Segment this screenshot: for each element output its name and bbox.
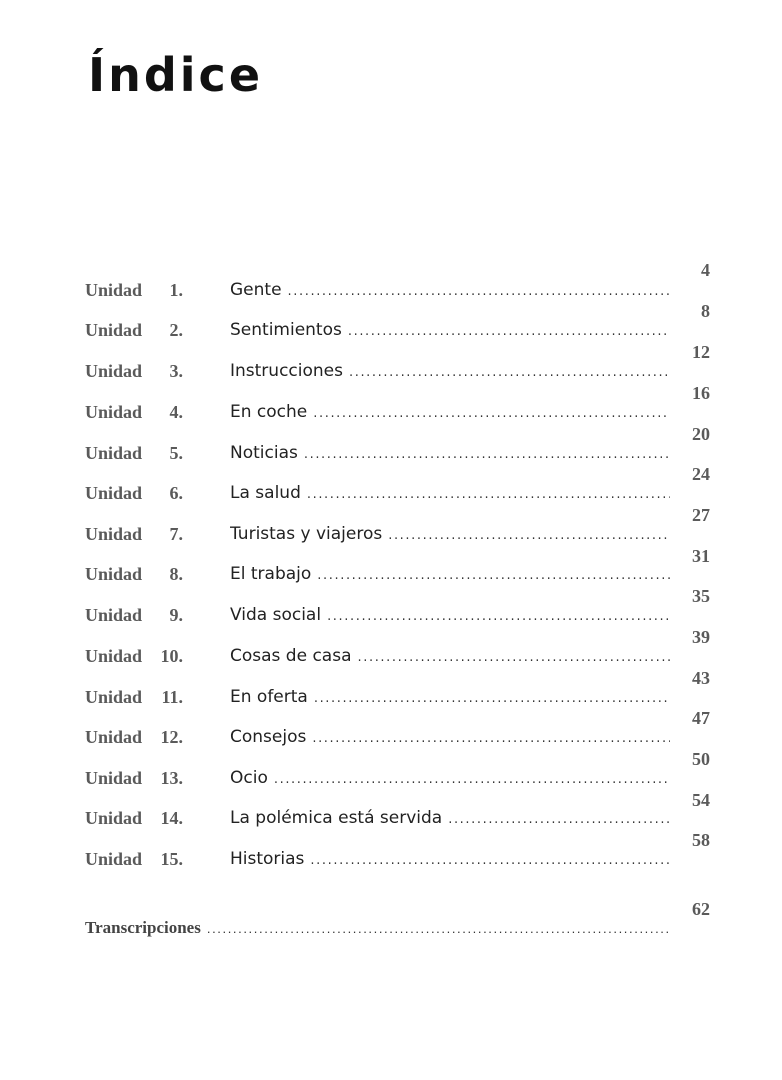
unit-number: 5. [169, 443, 183, 463]
toc-row-unit-5[interactable] [85, 443, 670, 467]
unit-word: Unidad [85, 687, 143, 707]
dot-leader [312, 731, 670, 746]
dot-leader [358, 650, 671, 665]
toc-row-unit-8[interactable] [85, 564, 670, 588]
dot-leader [207, 921, 670, 936]
unit-word: Unidad [85, 564, 143, 584]
dot-leader [349, 365, 670, 380]
dot-leader [348, 324, 670, 339]
unit-word: Unidad [85, 402, 143, 422]
page-number-unit-5: 20 [692, 424, 710, 444]
toc-row-unit-6[interactable] [85, 483, 670, 507]
unit-number: 6. [169, 483, 183, 503]
toc-row-unit-3[interactable] [85, 361, 670, 385]
toc-row-unit-9[interactable] [85, 605, 670, 629]
unit-number: 14. [160, 808, 183, 828]
unit-number: 7. [169, 524, 183, 544]
transcripciones-title: Transcripciones [85, 918, 201, 937]
unit-number: 12. [160, 727, 183, 747]
toc-row-unit-14[interactable] [85, 808, 670, 832]
unit-word: Unidad [85, 808, 143, 828]
unit-title: Noticias [230, 443, 298, 463]
page-number-unit-14: 54 [692, 790, 710, 810]
dot-leader [307, 487, 670, 502]
toc-row-unit-13[interactable] [85, 768, 670, 792]
page-number-unit-8: 31 [692, 546, 710, 566]
dot-leader [317, 568, 670, 583]
page-number-unit-3: 12 [692, 342, 710, 362]
dot-leader [310, 853, 670, 868]
toc-row-unit-11[interactable] [85, 687, 670, 711]
dot-leader [314, 691, 670, 706]
unit-word: Unidad [85, 320, 143, 340]
page-number-unit-15: 58 [692, 830, 710, 850]
unit-number: 9. [169, 605, 183, 625]
page-number-unit-1: 4 [701, 260, 710, 280]
unit-number: 13. [160, 768, 183, 788]
toc-row-transcripciones[interactable] [85, 918, 670, 942]
unit-number: 10. [160, 646, 183, 666]
page-number-unit-9: 35 [692, 586, 710, 606]
toc-row-unit-1[interactable] [85, 280, 670, 304]
unit-title: El trabajo [230, 564, 312, 584]
dot-leader [304, 447, 670, 462]
toc-row-unit-15[interactable] [85, 849, 670, 873]
unit-word: Unidad [85, 280, 143, 300]
toc-row-unit-12[interactable] [85, 727, 670, 751]
dot-leader [327, 609, 670, 624]
unit-title: Cosas de casa [230, 646, 352, 666]
unit-number: 15. [160, 849, 183, 869]
unit-number: 11. [161, 687, 183, 707]
unit-word: Unidad [85, 727, 143, 747]
unit-number: 8. [169, 564, 183, 584]
unit-number: 2. [169, 320, 183, 340]
unit-word: Unidad [85, 361, 143, 381]
unit-word: Unidad [85, 768, 143, 788]
toc-row-unit-7[interactable] [85, 524, 670, 548]
unit-word: Unidad [85, 443, 143, 463]
page-number-transcripciones: 62 [692, 899, 710, 919]
dot-leader [448, 812, 670, 827]
page-number-unit-7: 27 [692, 505, 710, 525]
unit-word: Unidad [85, 849, 143, 869]
unit-title: Sentimientos [230, 320, 342, 340]
unit-number: 4. [169, 402, 183, 422]
unit-number: 1. [169, 280, 183, 300]
unit-title: Turistas y viajeros [230, 524, 383, 544]
dot-leader [288, 284, 670, 299]
unit-title: La polémica está servida [230, 808, 443, 828]
unit-title: Vida social [230, 605, 322, 625]
unit-title: La salud [230, 483, 301, 503]
dot-leader [313, 406, 670, 421]
unit-title: Historias [230, 849, 305, 869]
unit-word: Unidad [85, 646, 143, 666]
unit-word: Unidad [85, 524, 143, 544]
toc-row-unit-10[interactable] [85, 646, 670, 670]
page-title: Índice [88, 48, 264, 102]
unit-title: Instrucciones [230, 361, 343, 381]
dot-leader [274, 772, 670, 787]
page-number-unit-10: 39 [692, 627, 710, 647]
page-number-unit-2: 8 [701, 301, 710, 321]
page-number-unit-13: 50 [692, 749, 710, 769]
unit-number: 3. [169, 361, 183, 381]
toc-row-unit-2[interactable] [85, 320, 670, 344]
unit-title: En coche [230, 402, 308, 422]
page-number-unit-12: 47 [692, 708, 710, 728]
unit-title: En oferta [230, 687, 308, 707]
dot-leader [388, 528, 670, 543]
unit-title: Consejos [230, 727, 307, 747]
toc-row-unit-4[interactable] [85, 402, 670, 426]
unit-word: Unidad [85, 605, 143, 625]
unit-title: Ocio [230, 768, 268, 788]
page-number-unit-6: 24 [692, 464, 710, 484]
unit-title: Gente [230, 280, 282, 300]
page-number-unit-11: 43 [692, 668, 710, 688]
page-number-unit-4: 16 [692, 383, 710, 403]
unit-word: Unidad [85, 483, 143, 503]
